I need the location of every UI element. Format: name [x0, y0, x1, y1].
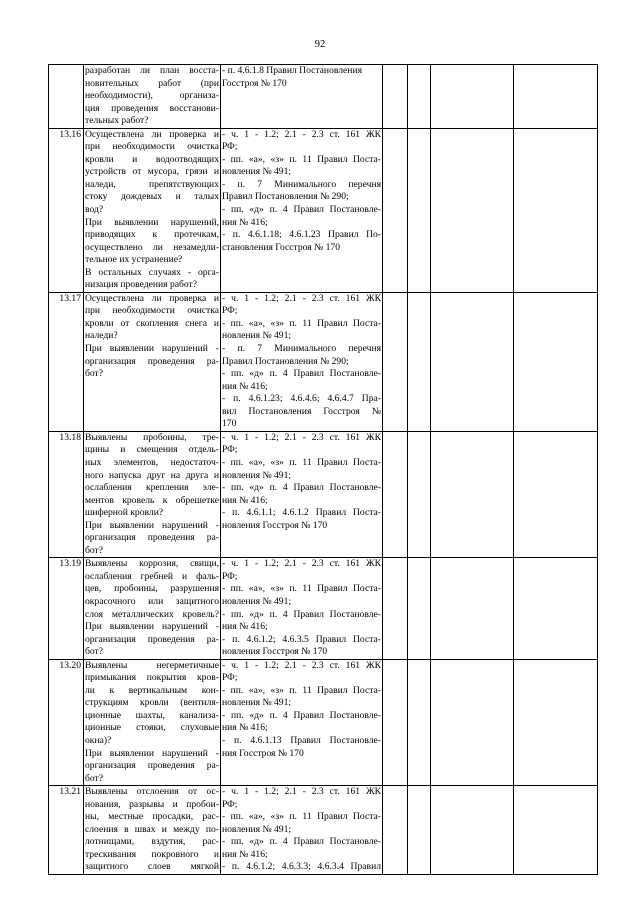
legal-reference-line: РФ;: [222, 672, 238, 684]
table-row: [49, 558, 598, 659]
legal-reference-line: вил Постановления Госстроя №: [222, 405, 381, 417]
answer-no-cell[interactable]: [408, 292, 431, 431]
question-text-line: нования, разрывы и пробои-: [85, 798, 219, 810]
question-text-line: бот?: [85, 544, 104, 556]
question-text-line: разработан ли план восста-: [85, 65, 219, 76]
notes-cell[interactable]: [514, 65, 598, 129]
legal-reference-line: 170: [222, 418, 237, 430]
legal-reference-line: ния № 416;: [222, 848, 268, 860]
answer-no-cell[interactable]: [408, 128, 431, 292]
question-text-line: при необходимости очистка: [85, 305, 219, 317]
answer-yes-cell[interactable]: [383, 558, 408, 659]
legal-reference-line: - ч. 1 - 1.2; 2.1 - 2.3 ст. 161 ЖК: [222, 558, 381, 570]
answer-na-cell[interactable]: [431, 292, 514, 431]
legal-reference: [221, 128, 383, 292]
legal-reference-line: ния № 416;: [222, 621, 268, 633]
question-text-line: ных элементов, недостаточ-: [85, 456, 219, 468]
legal-reference-line: - пп. «а», «з» п. 11 Правил Поста-: [222, 456, 381, 468]
question-text-line: необходимости), организа-: [85, 90, 219, 102]
question-text-line: щины и смещения отдель-: [85, 444, 219, 456]
answer-na-cell[interactable]: [431, 786, 514, 875]
question-text-line: новительных работ (при: [85, 77, 219, 89]
answer-no-cell[interactable]: [408, 431, 431, 557]
legal-reference-line: - п. 7 Минимального перечня: [222, 178, 381, 190]
legal-reference-line: ния № 416;: [222, 494, 268, 506]
legal-reference-line: - п. 7 Минимального перечня: [222, 343, 381, 355]
item-number: 13.20: [49, 659, 84, 785]
question-text-line: организация проведения ра-: [85, 760, 219, 772]
legal-reference-line: новления № 491;: [222, 823, 292, 835]
question-text-line: низация проведения работ?: [85, 279, 198, 291]
question-text-line: шиферной кровли?: [85, 507, 164, 519]
legal-reference-line: РФ;: [222, 305, 238, 317]
table-row: [49, 786, 598, 875]
table-row: [49, 659, 598, 785]
question-text-line: При выявлении нарушений,: [85, 216, 219, 228]
question-text: [84, 65, 221, 129]
legal-reference-line: ния № 416;: [222, 380, 268, 392]
legal-reference-line: - пп. «а», «з» п. 11 Правил Поста-: [222, 684, 381, 696]
question-text: [84, 786, 221, 875]
question-text: [84, 431, 221, 557]
question-text-line: слоя металлических кровель?: [85, 608, 219, 620]
question-text-line: кровли от скопления снега и: [85, 317, 219, 329]
checklist-rows: [49, 65, 598, 875]
question-text-line: Осуществлена ли проверка и: [85, 128, 219, 140]
question-text-line: при необходимости очистка: [85, 141, 219, 153]
question-text-line: примыкания покрытия кров-: [85, 672, 219, 684]
question-text-line: ли к вертикальным кон-: [85, 684, 219, 696]
legal-reference-line: новления № 491;: [222, 166, 292, 178]
answer-no-cell[interactable]: [408, 558, 431, 659]
question-text-line: При выявлении нарушений -: [85, 519, 219, 531]
question-text-line: осуществлено ли незамедли-: [85, 241, 219, 253]
legal-reference-line: - пп. «а», «з» п. 11 Правил Поста-: [222, 583, 381, 595]
question-text-line: ция проведения восстанови-: [85, 102, 219, 114]
item-number: 13.17: [49, 292, 84, 431]
question-text-line: окна)?: [85, 734, 112, 746]
legal-reference-line: новления № 491;: [222, 595, 292, 607]
legal-reference: [221, 292, 383, 431]
question-text-line: бот?: [85, 368, 104, 380]
legal-reference-line: - пп. «д» п. 4 Правил Постановле-: [222, 836, 381, 848]
question-text-line: цев, пробоины, разрушения: [85, 583, 219, 595]
question-text-line: ционные шахты, канализа-: [85, 709, 219, 721]
checklist-table: [48, 64, 598, 875]
question-text-line: При выявлении нарушений -: [85, 747, 219, 759]
notes-cell[interactable]: [514, 659, 598, 785]
question-text-line: организация проведения ра-: [85, 532, 219, 544]
answer-yes-cell[interactable]: [383, 65, 408, 129]
legal-reference-line: РФ;: [222, 570, 238, 582]
legal-reference: [221, 786, 383, 875]
legal-reference-line: ния Госстроя № 170: [222, 747, 304, 759]
legal-reference-line: - пп. «а», «з» п. 11 Правил Поста-: [222, 317, 381, 329]
question-text-line: организация проведения ра-: [85, 633, 219, 645]
answer-no-cell[interactable]: [408, 65, 431, 129]
legal-reference-line: новления № 491;: [222, 697, 292, 709]
legal-reference: [221, 431, 383, 557]
legal-reference-line: - пп. «д» п. 4 Правил Постановле-: [222, 368, 381, 380]
question-text-line: слоения в швах и между по-: [85, 823, 219, 835]
legal-reference-line: ния № 416;: [222, 722, 268, 734]
legal-reference-line: - пп. «д» п. 4 Правил Постановле-: [222, 482, 381, 494]
legal-reference-line: - ч. 1 - 1.2; 2.1 - 2.3 ст. 161 ЖК: [222, 128, 381, 140]
legal-reference-line: РФ;: [222, 141, 238, 153]
question-text-line: устройств от мусора, грязи и: [85, 166, 219, 178]
question-text-line: ослабления крепления эле-: [85, 482, 219, 494]
answer-no-cell[interactable]: [408, 659, 431, 785]
table-row: [49, 431, 598, 557]
answer-na-cell[interactable]: [431, 659, 514, 785]
table-row: [49, 128, 598, 292]
legal-reference-line: Госстроя № 170: [222, 77, 287, 89]
legal-reference-line: новления № 491;: [222, 469, 292, 481]
question-text-line: ного напуска друг на друга и: [85, 469, 219, 481]
legal-reference-line: - п. 4.6.1.8 Правил Постановления: [222, 65, 362, 76]
question-text-line: кровли и водоотводящих: [85, 153, 219, 165]
question-text-line: трескивания покровного и: [85, 848, 219, 860]
question-text-line: ментов кровель к обрешетке: [85, 494, 219, 506]
question-text-line: В остальных случаях - орга-: [85, 266, 219, 278]
answer-yes-cell[interactable]: [383, 431, 408, 557]
legal-reference-line: Правил Постановления № 290;: [222, 191, 349, 203]
legal-reference-line: - п. 4.6.1.2; 4.6.3.3; 4.6.3.4 Правил: [222, 861, 381, 873]
legal-reference-line: - п. 4.6.1.23; 4.6.4.6; 4.6.4.7 Пра-: [222, 393, 381, 405]
page-number: 92: [314, 39, 326, 50]
question-text-line: струкциям кровли (вентиля-: [85, 697, 219, 709]
notes-cell[interactable]: [514, 431, 598, 557]
answer-na-cell[interactable]: [431, 65, 514, 129]
question-text-line: При выявлении нарушений -: [85, 343, 219, 355]
legal-reference-line: - ч. 1 - 1.2; 2.1 - 2.3 ст. 161 ЖК: [222, 786, 381, 798]
answer-na-cell[interactable]: [431, 558, 514, 659]
question-text-line: приводящих к протечкам,: [85, 229, 219, 241]
notes-cell[interactable]: [514, 558, 598, 659]
answer-no-cell[interactable]: [408, 786, 431, 875]
question-text: [84, 128, 221, 292]
legal-reference-line: - пп. «д» п. 4 Правил Постановле-: [222, 608, 381, 620]
answer-na-cell[interactable]: [431, 128, 514, 292]
legal-reference-line: РФ;: [222, 444, 238, 456]
legal-reference-line: - ч. 1 - 1.2; 2.1 - 2.3 ст. 161 ЖК: [222, 431, 381, 443]
answer-na-cell[interactable]: [431, 431, 514, 557]
question-text-line: Выявлены отслоения от ос-: [85, 786, 219, 798]
legal-reference-line: Правил Постановления № 290;: [222, 355, 349, 367]
item-number: 13.16: [49, 128, 84, 292]
question-text: [84, 292, 221, 431]
legal-reference-line: новления Госстроя № 170: [222, 519, 328, 531]
notes-cell[interactable]: [514, 786, 598, 875]
legal-reference-line: становления Госстроя № 170: [222, 241, 341, 253]
question-text-line: Выявлены негерметичные: [85, 659, 219, 671]
answer-yes-cell[interactable]: [383, 786, 408, 875]
question-text-line: стоку дождевых и талых: [85, 191, 219, 203]
legal-reference-line: новления № 491;: [222, 330, 292, 342]
question-text-line: При выявлении нарушений -: [85, 621, 219, 633]
legal-reference-line: - п. 4.6.1.18; 4.6.1.23 Правил По-: [222, 229, 381, 241]
question-text-line: лотнищами, вздутия, рас-: [85, 836, 219, 848]
legal-reference: [221, 558, 383, 659]
question-text-line: ослабления гребней и фаль-: [85, 570, 219, 582]
legal-reference-line: новления Госстроя № 170: [222, 646, 328, 658]
answer-yes-cell[interactable]: [383, 292, 408, 431]
table-row: [49, 292, 598, 431]
legal-reference-line: - п. 4.6.1.1; 4.6.1.2 Правил Поста-: [222, 507, 381, 519]
question-text-line: тельных работ?: [85, 115, 149, 127]
question-text: [84, 659, 221, 785]
legal-reference-line: - пп. «д» п. 4 Правил Постановле-: [222, 709, 381, 721]
question-text-line: наледи?: [85, 330, 118, 342]
question-text-line: ционные стояки, слуховые: [85, 722, 219, 734]
legal-reference-line: - пп. «а», «з» п. 11 Правил Поста-: [222, 811, 381, 823]
question-text-line: организация проведения ра-: [85, 355, 219, 367]
item-number: 13.18: [49, 431, 84, 557]
question-text-line: ны, местные просадки, рас-: [85, 811, 219, 823]
legal-reference-line: РФ;: [222, 798, 238, 810]
question-text-line: окрасочного или защитного: [85, 595, 219, 607]
question-text-line: защитного слоев мягкой: [85, 861, 219, 873]
question-text-line: бот?: [85, 772, 104, 784]
notes-cell[interactable]: [514, 128, 598, 292]
legal-reference-line: - ч. 1 - 1.2; 2.1 - 2.3 ст. 161 ЖК: [222, 292, 381, 304]
legal-reference: [221, 659, 383, 785]
item-number: [49, 65, 84, 129]
item-number: 13.19: [49, 558, 84, 659]
question-text-line: тельное их устранение?: [85, 254, 183, 266]
question-text-line: вод?: [85, 204, 104, 216]
answer-yes-cell[interactable]: [383, 659, 408, 785]
table-row: [49, 65, 598, 129]
answer-yes-cell[interactable]: [383, 128, 408, 292]
legal-reference: [221, 65, 383, 129]
question-text-line: бот?: [85, 646, 104, 658]
question-text-line: Осуществлена ли проверка и: [85, 292, 219, 304]
legal-reference-line: ния № 416;: [222, 216, 268, 228]
legal-reference-line: - пп. «д» п. 4 Правил Постановле-: [222, 204, 381, 216]
legal-reference-line: - пп. «а», «з» п. 11 Правил Поста-: [222, 153, 381, 165]
legal-reference-line: - п. 4.6.1.13 Правил Постановле-: [222, 734, 381, 746]
question-text-line: Выявлены пробоины, тре-: [85, 431, 219, 443]
legal-reference-line: - ч. 1 - 1.2; 2.1 - 2.3 ст. 161 ЖК: [222, 659, 381, 671]
legal-reference-line: - п. 4.6.1.2; 4.6.3.5 Правил Поста-: [222, 633, 381, 645]
item-number: 13.21: [49, 786, 84, 875]
question-text: [84, 558, 221, 659]
notes-cell[interactable]: [514, 292, 598, 431]
question-text-line: Выявлены коррозия, свищи,: [85, 558, 219, 570]
question-text-line: наледи, препятствующих: [85, 178, 219, 190]
